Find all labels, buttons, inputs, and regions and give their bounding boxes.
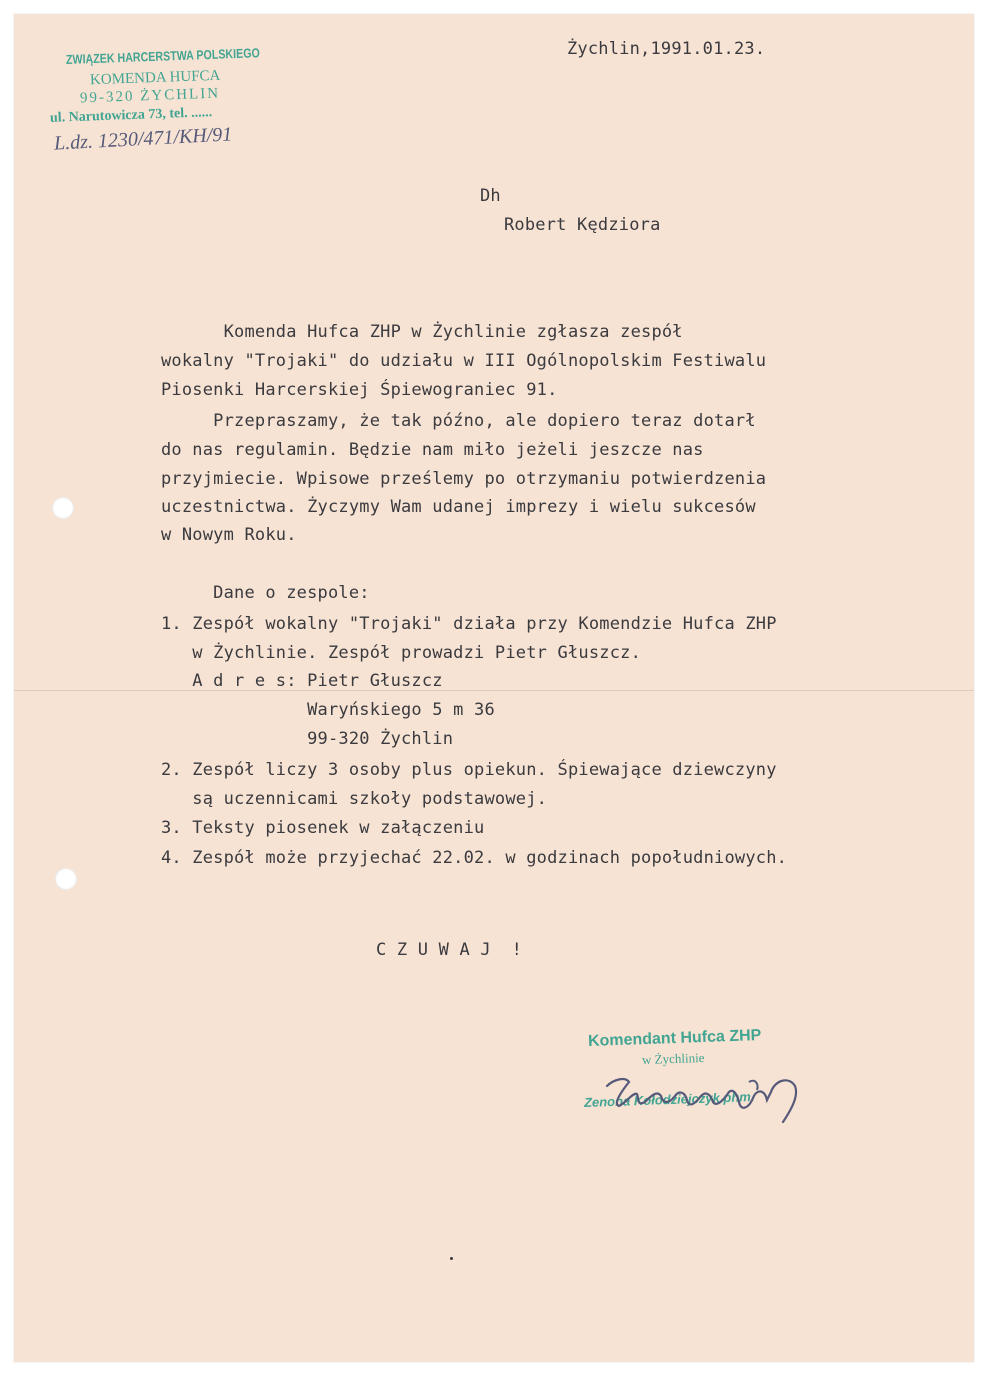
body-line: wokalny "Trojaki" do udziału w III Ogólnopolskim Festiwalu [161, 351, 767, 371]
list-item: są uczennicami szkoły podstawowej. [161, 789, 548, 809]
stamp-org-line1: ZWIĄZEK HARCERSTWA POLSKIEGO [65, 45, 260, 67]
body-line: Komenda Hufca ZHP w Żychlinie zgłasza zespół [161, 322, 683, 342]
stamp-org-line3: 99-320 ŻYCHLIN [79, 85, 221, 107]
recipient-name: Robert Kędziora [504, 215, 661, 235]
body-line: przyjmiecie. Wpisowe prześlemy po otrzymaniu potwierdzenia [161, 469, 767, 489]
punch-hole [52, 497, 74, 519]
signature-stamp-line3: Zenona Kołodziejczyk phm. [583, 1089, 755, 1110]
signature-stroke [607, 1079, 796, 1122]
list-item: 2. Zespół liczy 3 osoby plus opiekun. Śpiewające dziewczyny [161, 760, 777, 780]
list-item: A d r e s: Pietr Głuszcz [161, 671, 443, 691]
list-item: 1. Zespół wokalny "Trojaki" działa przy Komendzie Hufca ZHP [161, 614, 777, 634]
list-item: Waryńskiego 5 m 36 [161, 700, 495, 720]
team-info-heading: Dane o zespole: [161, 583, 370, 603]
letter-paper [14, 14, 974, 1362]
body-line: Piosenki Harcerskiej Śpiewograniec 91. [161, 380, 558, 400]
list-item: w Żychlinie. Zespół prowadzi Pietr Głuszcz. [161, 643, 642, 663]
list-item: 99-320 Żychlin [161, 729, 454, 749]
signature-stroke [749, 1081, 758, 1090]
body-line: Przepraszamy, że tak późno, ale dopiero teraz dotarł [161, 411, 756, 431]
signature-stamp-line1: Komendant Hufca ZHP [587, 1026, 762, 1051]
body-line: uczestnictwa. Życzymy Wam udanej imprezy i wielu sukcesów [161, 497, 756, 517]
closing-salutation: C Z U W A J ! [376, 940, 523, 960]
body-line: w Nowym Roku. [161, 525, 297, 545]
body-line: do nas regulamin. Będzie nam miło jeżeli jeszcze nas [161, 440, 704, 460]
ink-dot [450, 1257, 453, 1260]
reference-number: L.dz. 1230/471/KH/91 [53, 123, 233, 155]
place-date: Żychlin,1991.01.23. [567, 39, 766, 59]
recipient-title: Dh [480, 186, 501, 206]
stamp-org-line4: ul. Narutowicza 73, tel. ...... [49, 105, 213, 126]
signature-stamp-line2: w Żychlinie [641, 1049, 705, 1068]
fold-line [14, 690, 974, 691]
list-item: 4. Zespół może przyjechać 22.02. w godzinach popołudniowych. [161, 848, 788, 868]
list-item: 3. Teksty piosenek w załączeniu [161, 818, 485, 838]
punch-hole [55, 868, 77, 890]
stamp-org-line2: KOMENDA HUFCA [89, 67, 221, 89]
handwritten-signature [599, 1049, 819, 1132]
